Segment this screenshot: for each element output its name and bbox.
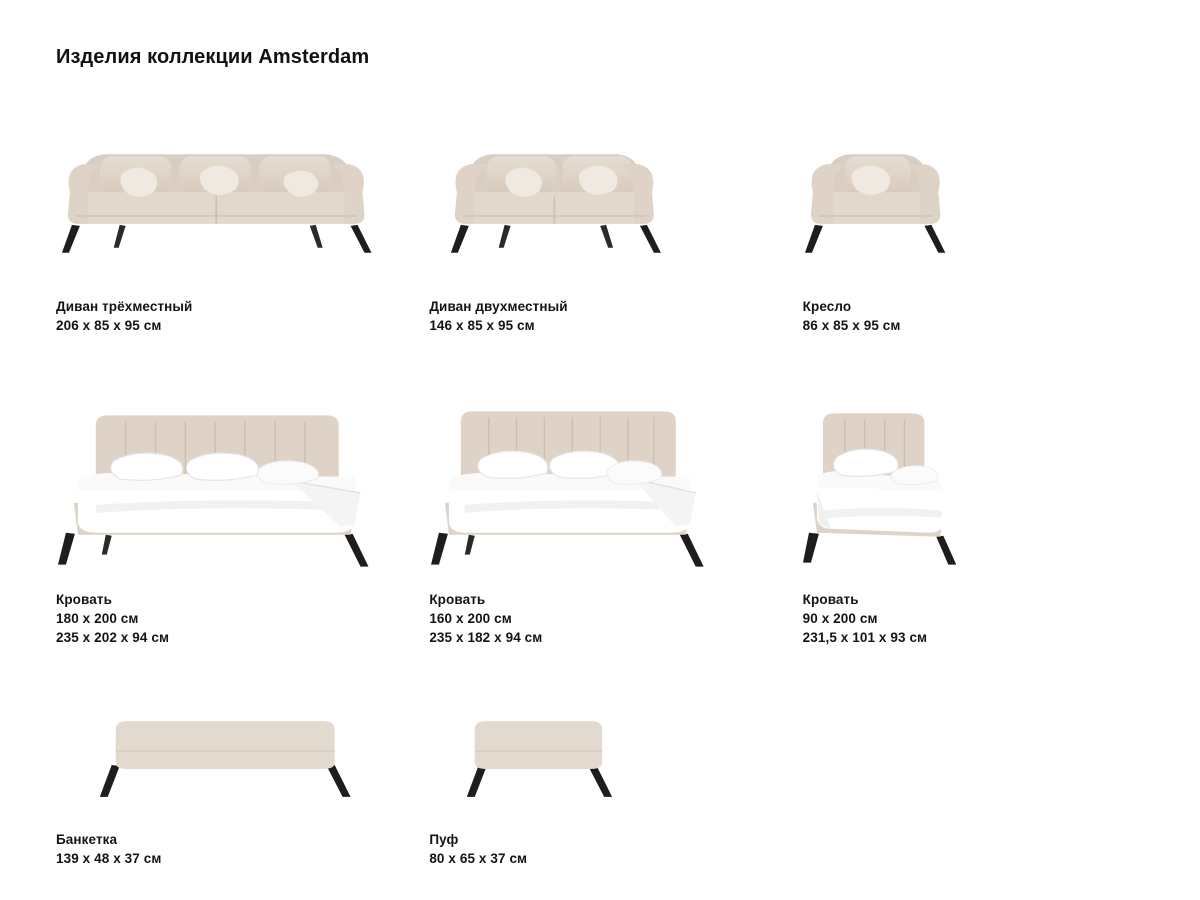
sofa-two-seat-icon <box>429 120 772 285</box>
product-dimensions: 80 x 65 x 37 см <box>429 851 528 866</box>
product-caption <box>803 590 1146 647</box>
product-card-pouf[interactable] <box>429 707 772 868</box>
product-name: Кровать <box>429 592 486 607</box>
product-name: Пуф <box>429 832 459 847</box>
product-dimensions: 235 x 182 x 94 см <box>429 630 543 645</box>
product-name: Кровать <box>802 592 859 607</box>
pouf-icon <box>429 707 772 812</box>
product-size: 180 x 200 см <box>56 611 139 626</box>
product-dimensions: 146 x 85 x 95 см <box>429 318 535 333</box>
product-name: Кресло <box>802 299 852 314</box>
product-card-bed-160[interactable] <box>429 385 772 647</box>
product-name: Кровать <box>56 592 112 607</box>
bed-single-icon <box>803 385 1146 580</box>
product-card-empty <box>803 707 1146 868</box>
product-dimensions: 139 x 48 x 37 см <box>56 851 162 866</box>
product-dimensions: 86 x 85 x 95 см <box>802 318 901 333</box>
page-title: Изделия коллекции Amsterdam <box>56 46 370 68</box>
product-row-beds <box>56 385 1146 647</box>
product-name: Диван двухместный <box>429 299 568 314</box>
product-card-armchair[interactable] <box>803 120 1146 335</box>
product-caption <box>56 297 399 335</box>
product-caption <box>429 830 772 868</box>
product-name: Банкетка <box>56 832 118 847</box>
sofa-three-seat-icon <box>56 120 399 285</box>
product-dimensions: 231,5 x 101 x 93 см <box>802 630 928 645</box>
product-card-bench[interactable] <box>56 707 399 868</box>
product-size: 160 x 200 см <box>429 611 512 626</box>
product-caption <box>56 830 399 868</box>
product-row-benches <box>56 707 1146 868</box>
product-caption <box>803 297 1146 335</box>
product-name: Диван трёхместный <box>56 299 193 314</box>
armchair-icon <box>803 120 1146 285</box>
product-row-seating <box>56 120 1146 335</box>
product-card-sofa-3[interactable] <box>56 120 399 335</box>
product-caption <box>56 590 399 647</box>
product-card-bed-180[interactable] <box>56 385 399 647</box>
bed-queen-icon <box>429 385 772 580</box>
product-card-bed-90[interactable] <box>803 385 1146 647</box>
product-size: 90 x 200 см <box>802 611 878 626</box>
bed-king-icon <box>56 385 399 580</box>
product-grid <box>56 120 1146 868</box>
product-caption <box>429 590 772 647</box>
product-caption <box>429 297 772 335</box>
product-card-sofa-2[interactable] <box>429 120 772 335</box>
product-dimensions: 235 x 202 x 94 см <box>56 630 170 645</box>
product-dimensions: 206 x 85 x 95 см <box>56 318 162 333</box>
bench-icon <box>56 707 399 812</box>
